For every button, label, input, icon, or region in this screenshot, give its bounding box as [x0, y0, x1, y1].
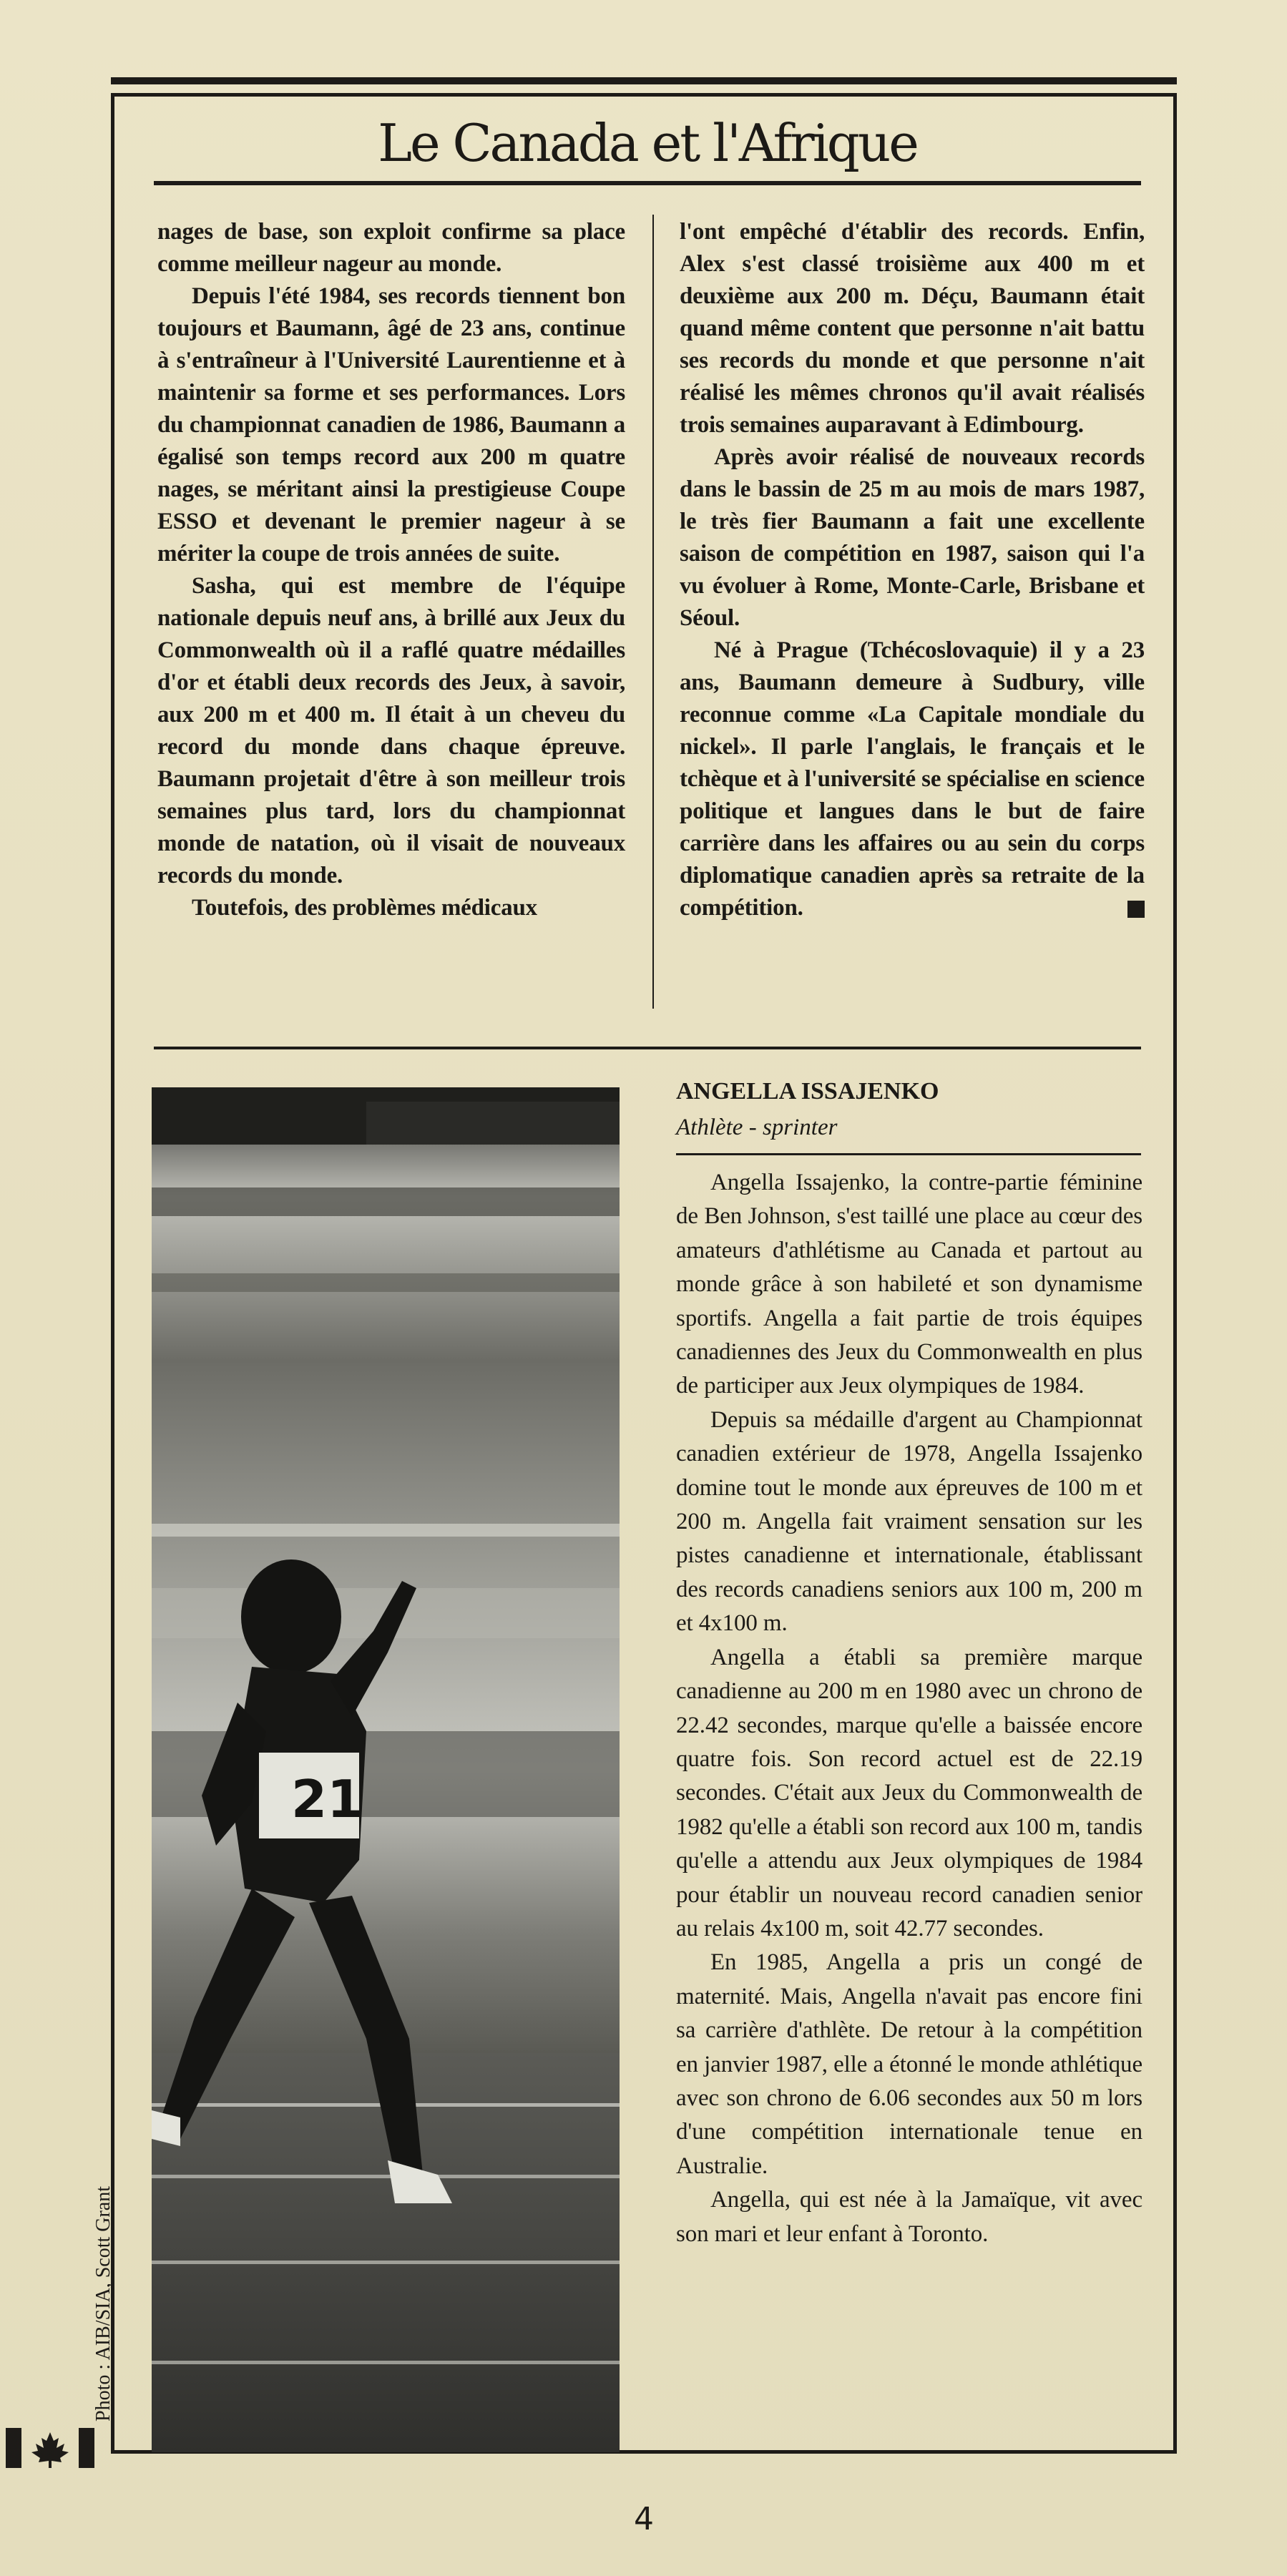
athlete-name: ANGELLA ISSAJENKO: [676, 1078, 939, 1105]
athlete-role: Athlète - sprinter: [676, 1115, 838, 1140]
paragraph: l'ont empêché d'établir des records. Enfin, Alex s'est classé troisième aux 400 m et deuxième aux 200 m. Déçu, Baumann était quand même content que personne n'ait battu ses records du monde et que personne n'ait réalisé les mêmes chronos qu'il avait réalisés trois semaines auparavant à Edimbourg.: [680, 219, 1145, 438]
paragraph: Depuis sa médaille d'argent au Championnat canadien extérieur de 1978, Angella Issajenko domine tout le monde aux épreuves de 100 m et 200 m. Angella fait vraiment sensation sur les pistes canadienne et internationale, établissant des records canadiens seniors aux 100 m, 200 m et 4x100 m.: [676, 1406, 1142, 1637]
photo-credit: Photo : AIB/SIA, Scott Grant: [92, 2185, 114, 2421]
paragraph: En 1985, Angella a pris un congé de maternité. Mais, Angella n'avait pas encore fini sa carrière d'athlète. De retour à la compétition en janvier 1987, elle a étonné le monde athlétique avec son chrono de 6.06 secondes aux 50 m lors d'une compétition internationale tenue en Australie.: [676, 1949, 1143, 2179]
top-left-column: [157, 216, 625, 924]
athlete-article-column: [676, 1166, 1142, 2251]
section-title: Le Canada et l'Afrique: [378, 113, 917, 173]
paragraph: Toutefois, des problèmes médicaux: [192, 895, 537, 921]
paragraph: [680, 635, 1145, 924]
athlete-photo: [152, 1087, 620, 2452]
paragraph: Sasha, qui est membre de l'équipe nationale depuis neuf ans, à brillé aux Jeux du Commonwealth où il a raflé quatre médailles d'or et établi deux records des Jeux, à savoir, aux 200 m et 400 m. Il était à un cheveu du record du monde dans chaque épreuve. Baumann projetait d'être à son meilleur trois semaines plus tard, lors du championnat monde de natation, où il visait de nouveaux records du monde.: [157, 573, 625, 888]
bib-number: 21: [291, 1769, 363, 1829]
paragraph: Depuis l'été 1984, ses records tiennent bon toujours et Baumann, âgé de 23 ans, continue à s'entraîneur à l'Université Laurentienne et à maintenir sa forme et ses performances. Lors du championnat canadien de 1986, Baumann a égalisé son temps record aux 200 m quatre nages, se méritant ainsi la prestigieuse Coupe ESSO et devenant le premier nageur à se mériter la coupe de trois années de suite.: [157, 283, 625, 567]
role-rule: [676, 1153, 1141, 1155]
top-rule: [111, 77, 1177, 84]
canada-flag-icon: [0, 2424, 100, 2472]
end-square-icon: [1127, 901, 1145, 918]
paragraph: Après avoir réalisé de nouveaux records dans le bassin de 25 m au mois de mars 1987, le très fier Baumann a fait une excellente saison de compétition en 1987, saison qui l'a vu évoluer à Rome, Monte-Carle, Brisbane et Séoul.: [680, 444, 1145, 631]
paragraph: nages de base, son exploit confirme sa place comme meilleur nageur au monde.: [157, 219, 625, 277]
sprinter-photo-illustration: [152, 1087, 620, 2452]
title-rule: [154, 181, 1141, 185]
paragraph: Angella Issajenko, la contre-partie féminine de Ben Johnson, s'est taillé une place au cœur des amateurs d'athlétisme au Canada et partout au monde grâce à son habileté et son dynamisme sportifs. Angella a fait partie de trois équipes canadiennes des Jeux du Commonwealth en plus de participer aux Jeux olympiques de 1984.: [676, 1170, 1142, 1399]
paragraph: Angella, qui est née à la Jamaïque, vit avec son mari et leur enfant à Toronto.: [676, 2187, 1142, 2247]
paragraph: Angella a établi sa première marque canadienne au 200 m en 1980 avec un chrono de 22.42 secondes, marque qu'elle a baissée encore quatre fois. Son record actuel est de 22.19 secondes. C'était aux Jeux du Commonwealth de 1982 qu'elle a établi son record aux 100 m, tandis qu'elle a attendu aux Jeux olympiques de 1984 pour établir un nouveau record canadien senior au relais 4x100 m, soit 42.77 secondes.: [676, 1644, 1142, 1941]
page-number: 4: [634, 2501, 654, 2537]
paragraph-text: Né à Prague (Tchécoslovaquie) il y a 23 ans, Baumann demeure à Sudbury, ville reconnue comme «La Capitale mondiale du nickel». Il parle l'anglais, le français et le tchèque et à l'université se spécialise en science politique et langues dans le but de faire carrière dans les affaires ou au sein du corps diplomatique canadien après sa retraite de la compétition.: [680, 637, 1145, 921]
column-divider: [652, 215, 654, 1009]
section-divider: [154, 1047, 1141, 1049]
top-right-column: [680, 216, 1145, 924]
